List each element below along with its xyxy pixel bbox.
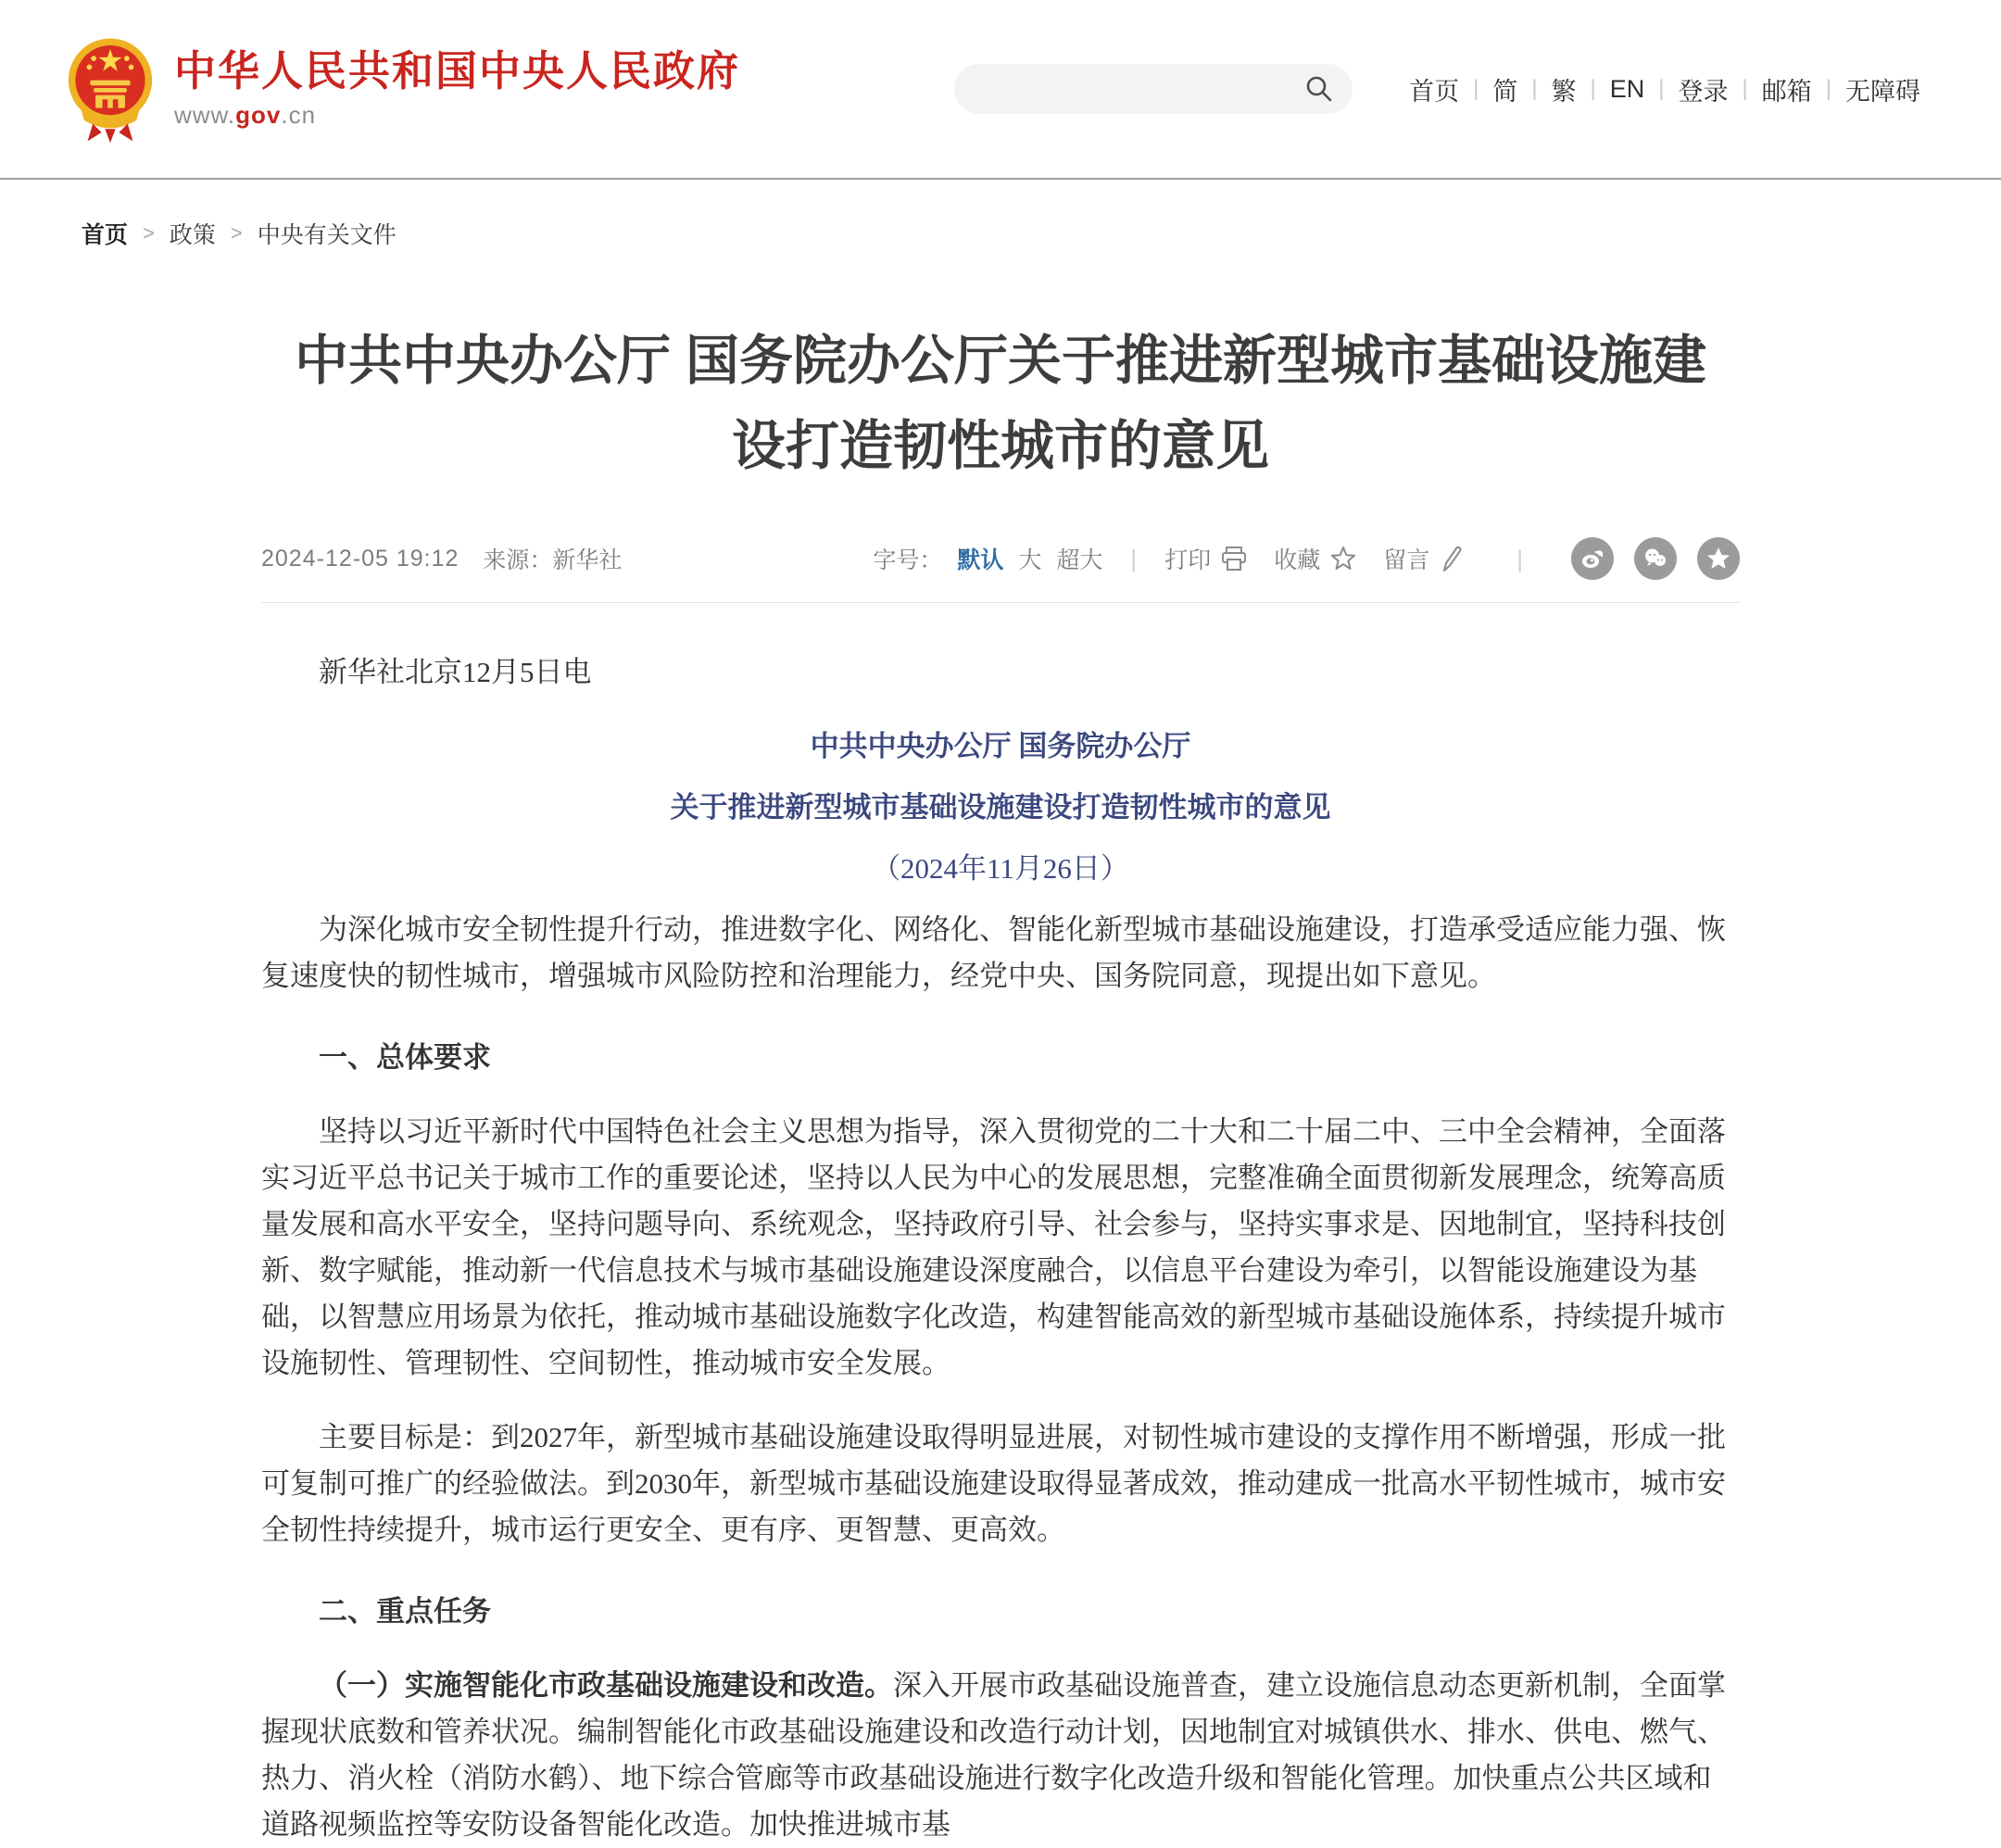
divider: | <box>1516 544 1523 572</box>
divider: | <box>1473 76 1479 101</box>
comment-label: 留言 <box>1383 547 1430 573</box>
publish-date: 2024-12-05 19:12 <box>261 545 459 572</box>
divider: | <box>1825 76 1831 101</box>
national-emblem-icon <box>67 34 154 144</box>
nav-traditional[interactable]: 繁 <box>1551 77 1577 106</box>
nav-home[interactable]: 首页 <box>1409 77 1460 106</box>
qzone-icon[interactable] <box>1697 537 1740 580</box>
fontsize-xlarge-button[interactable]: 超大 <box>1056 547 1103 573</box>
paragraph <box>261 1663 1740 1848</box>
document-date-line: （2024年11月26日） <box>872 852 1129 885</box>
search-input[interactable] <box>973 75 1304 103</box>
paragraph-text: 深入开展市政基础设施普查，建立设施信息动态更新机制，全面掌握现状底数和管养状况。编制智能化市政基础设施建设和改造行动计划，因地制宜对城镇供水、排水、供电、燃气、热力、消火栓（消防水鹤）、地下综合管廊等市政基础设施进行数字化改造升级和智能化管理。加快重点公共区域和道路视频监控等安防设备智能化改造。加快推进城市基 <box>261 1669 1726 1841</box>
source-label: 来源： <box>483 547 553 573</box>
breadcrumb-home[interactable]: 首页 <box>82 222 129 248</box>
fontsize-default-button[interactable]: 默认 <box>957 547 1004 573</box>
site-url <box>174 101 740 130</box>
divider: | <box>1742 76 1748 101</box>
article-toolbar <box>873 537 1740 580</box>
source-value[interactable]: 新华社 <box>552 547 623 573</box>
search-icon <box>1304 74 1334 104</box>
divider: | <box>1658 76 1665 101</box>
document-title-line: 关于推进新型城市基础设施建设打造韧性城市的意见 <box>670 791 1331 823</box>
article-meta-row <box>261 537 1740 603</box>
site-header <box>0 0 2001 180</box>
breadcrumb-policy[interactable]: 政策 <box>169 222 216 248</box>
breadcrumb-separator: > <box>143 221 155 245</box>
article-container <box>261 319 1740 1848</box>
breadcrumb-section[interactable]: 中央有关文件 <box>257 222 396 248</box>
dateline: 新华社北京12月5日电 <box>319 656 592 688</box>
print-label: 打印 <box>1164 547 1212 573</box>
site-title[interactable]: 中华人民共和国中央人民政府 <box>174 46 741 94</box>
wechat-icon[interactable] <box>1634 537 1677 580</box>
search-box[interactable] <box>954 64 1353 114</box>
site-logo[interactable] <box>67 34 740 144</box>
nav-simplified[interactable]: 简 <box>1492 77 1518 106</box>
paragraph-lead: （一）实施智能化市政基础设施建设和改造。 <box>319 1669 893 1702</box>
print-button[interactable] <box>1164 542 1248 575</box>
paragraph: 主要目标是：到2027年，新型城市基础设施建设取得明显进展，对韧性城市建设的支撑作用不断增强，形成一批可复制可推广的经验做法。到2030年，新型城市基础设施建设取得显著成效，推动建成一批高水平韧性城市，城市安全韧性持续提升，城市运行更安全、更有序、更智慧、更高效。 <box>261 1421 1726 1546</box>
section-heading-1: 一、总体要求 <box>319 1041 491 1074</box>
printer-icon <box>1220 546 1248 572</box>
article-meta <box>261 542 622 575</box>
nav-accessibility[interactable]: 无障碍 <box>1845 77 1920 106</box>
fontsize-label: 字号： <box>873 547 943 573</box>
nav-english[interactable]: EN <box>1609 74 1645 103</box>
url-cn: .cn <box>281 101 317 130</box>
url-www: www. <box>174 101 236 130</box>
section-heading-2: 二、重点任务 <box>319 1595 491 1628</box>
search-button[interactable] <box>1304 74 1334 104</box>
divider: | <box>1590 76 1596 101</box>
divider: | <box>1130 544 1138 572</box>
nav-mail[interactable]: 邮箱 <box>1761 77 1812 106</box>
paragraph: 坚持以习近平新时代中国特色社会主义思想为指导，深入贯彻党的二十大和二十届二中、三中全会精神，全面落实习近平总书记关于城市工作的重要论述，坚持以人民为中心的发展思想，完整准确全面贯彻新发展理念，统筹高质量发展和高水平安全，坚持问题导向、系统观念，坚持政府引导、社会参与，坚持实事求是、因地制宜，坚持科技创新、数字赋能，推动新一代信息技术与城市基础设施建设深度融合，以信息平台建设为牵引，以智能设施建设为基础，以智慧应用场景为依托，推动城市基础设施数字化改造，构建智能高效的新型城市基础设施体系，持续提升城市设施韧性、管理韧性、空间韧性，推动城市安全发展。 <box>261 1115 1726 1379</box>
document-org-line: 中共中央办公厅 国务院办公厅 <box>810 730 1191 762</box>
page-title: 中共中央办公厅 国务院办公厅关于推进新型城市基础设施建设打造韧性城市的意见 <box>294 331 1707 476</box>
breadcrumb-separator: > <box>230 221 243 245</box>
favorite-label: 收藏 <box>1274 547 1321 573</box>
article-body <box>261 649 1740 1848</box>
pencil-icon <box>1439 545 1463 572</box>
favorite-button[interactable] <box>1274 542 1357 575</box>
divider: | <box>1531 76 1538 101</box>
comment-button[interactable] <box>1383 542 1463 575</box>
share-buttons <box>1551 537 1740 580</box>
weibo-icon[interactable] <box>1571 537 1614 580</box>
fontsize-large-button[interactable]: 大 <box>1018 547 1042 573</box>
paragraph: 为深化城市安全韧性提升行动，推进数字化、网络化、智能化新型城市基础设施建设，打造承受适应能力强、恢复速度快的韧性城市，增强城市风险防控和治理能力，经党中央、国务院同意，现提出如下意见。 <box>261 913 1726 992</box>
nav-login[interactable]: 登录 <box>1678 77 1729 106</box>
url-gov: gov <box>235 101 282 130</box>
top-nav <box>1395 71 1934 107</box>
star-icon <box>1329 545 1357 572</box>
breadcrumb <box>0 180 2001 250</box>
